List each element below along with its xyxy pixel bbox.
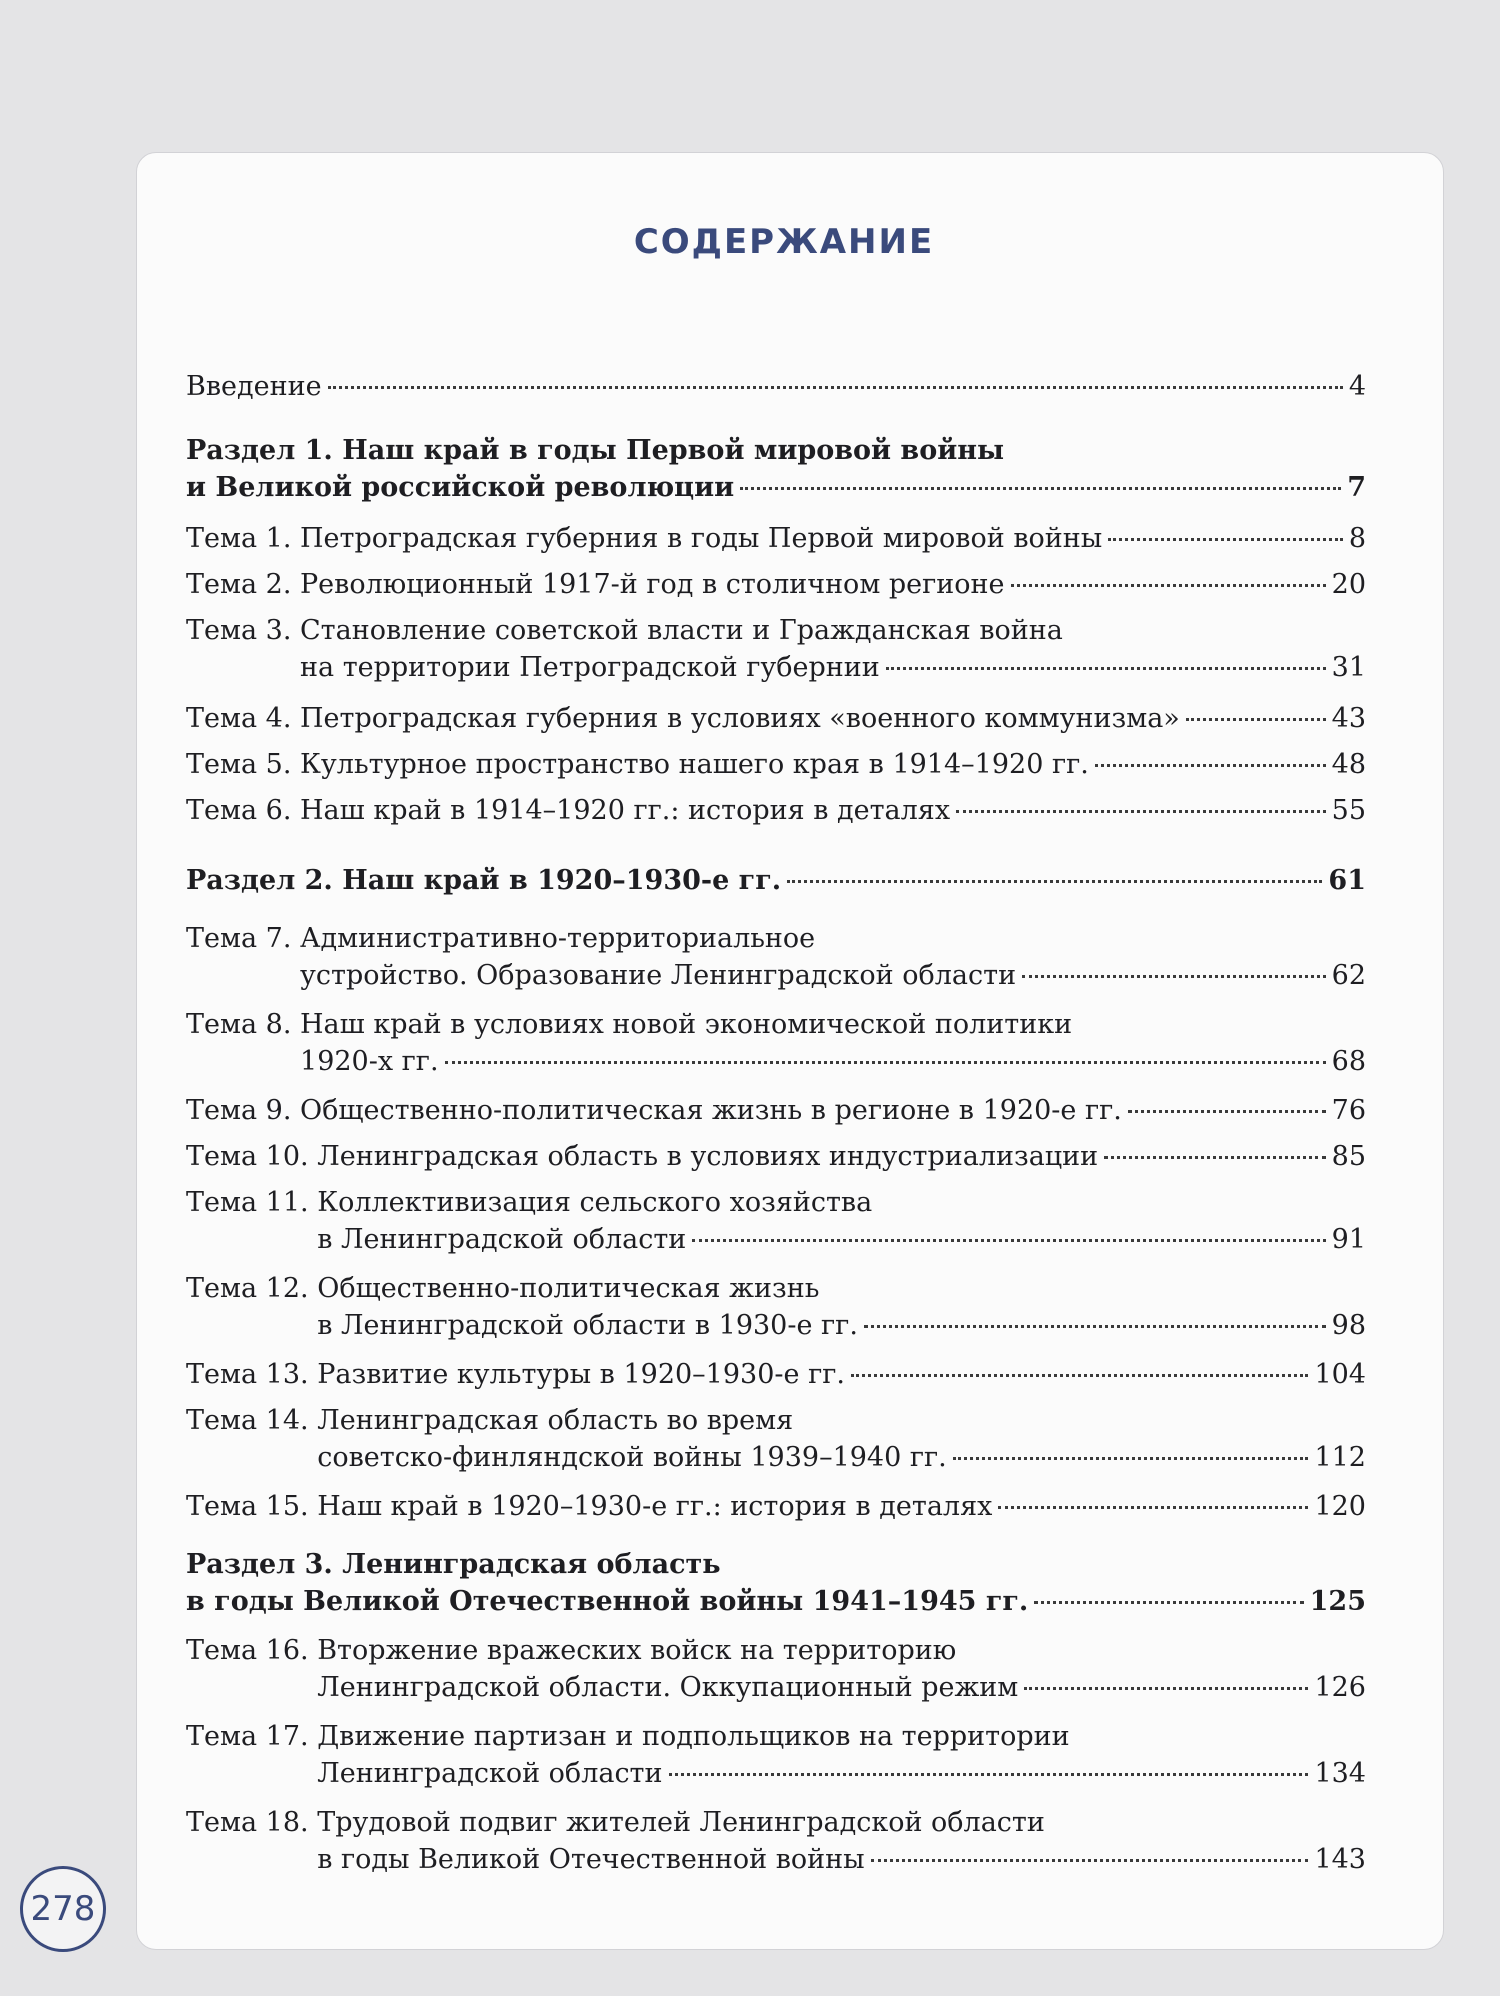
toc-line: [186, 1546, 1366, 1583]
toc-page-number: 8: [1348, 523, 1366, 554]
toc-title-text: Трудовой подвиг жителей Ленинградской области: [317, 1807, 1045, 1838]
toc-section: [186, 862, 1366, 899]
toc-page-number: 43: [1331, 703, 1366, 734]
toc-leader-dots: [1186, 718, 1326, 721]
toc-page-number: 125: [1309, 1586, 1366, 1617]
toc-page-number: 20: [1331, 569, 1366, 600]
toc-title-text: Наш край в 1914–1920 гг.: история в деталях: [300, 795, 951, 826]
toc-line: [186, 792, 1366, 829]
toc-line: [186, 862, 1366, 899]
toc-topic-number: Тема 18.: [186, 1807, 318, 1838]
toc-leader-dots: [998, 1506, 1308, 1509]
toc-title-text: в годы Великой Отечественной войны 1941–1945 гг.: [186, 1586, 1029, 1617]
toc-title-text: Наш край в 1920–1930-е гг.: история в деталях: [317, 1491, 993, 1522]
toc-leader-dots: [864, 1325, 1326, 1328]
toc-entry: [186, 1184, 1366, 1258]
toc-page-number: 48: [1331, 749, 1366, 780]
toc-topic-number: Тема 16.: [186, 1635, 318, 1666]
toc-page-number: 61: [1328, 865, 1366, 896]
toc-title-text: Культурное пространство нашего края в 1914–1920 гг.: [300, 749, 1089, 780]
toc-leader-dots: [740, 487, 1341, 490]
toc-line: [186, 1718, 1366, 1755]
toc-line: [186, 520, 1366, 557]
toc-topic-number: Тема 14.: [186, 1405, 318, 1436]
toc-leader-dots: [1108, 538, 1343, 541]
toc-topic-number: Тема 2.: [186, 569, 301, 600]
toc-topic-number: Тема 13.: [186, 1359, 318, 1390]
toc-leader-dots: [851, 1374, 1309, 1377]
toc-entry: [186, 1632, 1366, 1706]
toc-title-text: советско-финляндской войны 1939–1940 гг.: [317, 1442, 947, 1473]
toc-entry: [186, 700, 1366, 737]
toc-leader-dots: [1104, 1156, 1325, 1159]
toc-line: [186, 1755, 1366, 1792]
toc-title-text: в Ленинградской области: [317, 1224, 687, 1255]
toc-title-text: Ленинградская область в условиях индустриализации: [317, 1141, 1099, 1172]
toc-page-number: 62: [1331, 960, 1366, 991]
toc-line: [186, 1138, 1366, 1175]
toc-line: [186, 1006, 1366, 1043]
toc-entry: [186, 1092, 1366, 1129]
toc-entry: [186, 1356, 1366, 1393]
toc-title-text: Коллективизация сельского хозяйства: [317, 1187, 873, 1218]
toc-title-text: Общественно-политическая жизнь: [317, 1273, 820, 1304]
toc-title-text: Наш край в условиях новой экономической политики: [300, 1009, 1073, 1040]
toc-line: [186, 746, 1366, 783]
toc-line: [186, 1043, 1366, 1080]
page-number-badge: 278: [20, 1866, 106, 1952]
toc-line: [186, 920, 1366, 957]
toc-topic-number: Тема 3.: [186, 615, 301, 646]
toc-entry: [186, 920, 1366, 994]
toc-leader-dots: [669, 1773, 1309, 1776]
toc-line: [186, 1669, 1366, 1706]
toc-leader-dots: [1024, 1687, 1308, 1690]
toc-title-text: Петроградская губерния в условиях «военного коммунизма»: [300, 703, 1180, 734]
toc-topic-number: Тема 4.: [186, 703, 301, 734]
toc-line: [186, 1221, 1366, 1258]
toc-topic-number: Тема 6.: [186, 795, 301, 826]
toc-page-number: 104: [1314, 1359, 1366, 1390]
toc-leader-dots: [1095, 764, 1326, 767]
toc-line: [186, 1356, 1366, 1393]
toc-entry: [186, 566, 1366, 603]
toc-title-text: Введение: [186, 371, 322, 402]
toc-entry: [186, 792, 1366, 829]
toc-page-number: 68: [1331, 1046, 1366, 1077]
toc-line: [186, 368, 1366, 405]
toc-topic-number: Тема 1.: [186, 523, 301, 554]
toc-leader-dots: [328, 386, 1343, 389]
toc-title-text: в Ленинградской области в 1930-е гг.: [317, 1310, 858, 1341]
toc-entry: [186, 1006, 1366, 1080]
toc-page-number: 76: [1331, 1095, 1366, 1126]
toc-title-text: Административно-территориальное: [300, 923, 816, 954]
toc-section: [186, 432, 1366, 506]
toc-page-number: 91: [1331, 1224, 1366, 1255]
toc-topic-number: Тема 9.: [186, 1095, 301, 1126]
toc-entry: [186, 1270, 1366, 1344]
toc-title-text: и Великой российской революции: [186, 472, 735, 503]
toc-entry: [186, 1402, 1366, 1476]
toc-title-text: Раздел 2. Наш край в 1920–1930-е гг.: [186, 865, 782, 896]
toc-page-number: 98: [1331, 1310, 1366, 1341]
toc-line: [186, 700, 1366, 737]
toc-leader-dots: [1022, 975, 1326, 978]
toc-leader-dots: [1034, 1601, 1303, 1604]
toc-line: [186, 1402, 1366, 1439]
toc-line: [186, 957, 1366, 994]
toc-title-text: Общественно-политическая жизнь в регионе в 1920-е гг.: [300, 1095, 1122, 1126]
toc-page-number: 31: [1331, 652, 1366, 683]
toc-leader-dots: [1128, 1110, 1326, 1113]
toc-title-text: в годы Великой Отечественной войны: [317, 1844, 865, 1875]
toc-leader-dots: [692, 1239, 1325, 1242]
toc-title-text: Раздел 3. Ленинградская область: [186, 1549, 721, 1580]
toc-line: [186, 566, 1366, 603]
toc-topic-number: Тема 12.: [186, 1273, 318, 1304]
toc-title-text: Развитие культуры в 1920–1930-е гг.: [317, 1359, 845, 1390]
toc-title-text: Вторжение вражеских войск на территорию: [317, 1635, 957, 1666]
toc-title-text: Петроградская губерния в годы Первой мировой войны: [300, 523, 1103, 554]
toc-topic-number: Тема 10.: [186, 1141, 318, 1172]
toc-page-number: 4: [1348, 371, 1366, 402]
toc-line: [186, 1583, 1366, 1620]
toc-line: [186, 649, 1366, 686]
toc-leader-dots: [886, 667, 1326, 670]
toc-line: [186, 432, 1366, 469]
toc-title-text: Раздел 1. Наш край в годы Первой мировой войны: [186, 435, 1005, 466]
toc-page-number: 143: [1314, 1844, 1366, 1875]
toc-section: [186, 1546, 1366, 1620]
toc-title-text: на территории Петроградской губернии: [300, 652, 880, 683]
toc-title-text: Революционный 1917-й год в столичном регионе: [300, 569, 1005, 600]
toc-title-text: 1920-х гг.: [300, 1046, 439, 1077]
toc-line: [186, 1307, 1366, 1344]
toc-topic-number: Тема 8.: [186, 1009, 301, 1040]
toc-line: [186, 1270, 1366, 1307]
toc-title-text: Движение партизан и подпольщиков на территории: [317, 1721, 1070, 1752]
toc-entry: [186, 612, 1366, 686]
toc-line: [186, 1632, 1366, 1669]
toc-line: [186, 1488, 1366, 1525]
toc-entry: [186, 1718, 1366, 1792]
toc-line: [186, 1092, 1366, 1129]
toc-line: [186, 1841, 1366, 1878]
toc-entry: [186, 1804, 1366, 1878]
toc-entry: [186, 746, 1366, 783]
toc-title-text: Ленинградской области. Оккупационный режим: [317, 1672, 1019, 1703]
toc-topic-number: Тема 15.: [186, 1491, 318, 1522]
toc-page-number: 134: [1314, 1758, 1366, 1789]
toc-title-text: устройство. Образование Ленинградской области: [300, 960, 1017, 991]
toc-entry: [186, 520, 1366, 557]
toc-page-number: 120: [1314, 1491, 1366, 1522]
toc-topic-number: Тема 17.: [186, 1721, 318, 1752]
toc-title-text: Ленинградская область во время: [317, 1405, 794, 1436]
toc-leader-dots: [956, 810, 1326, 813]
toc-entry: [186, 1488, 1366, 1525]
toc-topic-number: Тема 7.: [186, 923, 301, 954]
toc-page-number: 7: [1347, 472, 1366, 503]
toc-leader-dots: [787, 880, 1322, 883]
toc-page-number: 85: [1331, 1141, 1366, 1172]
toc-line: [186, 1804, 1366, 1841]
toc-entry: [186, 368, 1366, 405]
toc-line: [186, 1439, 1366, 1476]
toc-leader-dots: [871, 1859, 1309, 1862]
toc-leader-dots: [1011, 584, 1326, 587]
toc-page-number: 126: [1314, 1672, 1366, 1703]
toc-page-number: 55: [1331, 795, 1366, 826]
toc-entry: [186, 1138, 1366, 1175]
toc-title-text: Ленинградской области: [317, 1758, 663, 1789]
toc-leader-dots: [445, 1061, 1326, 1064]
toc-page-number: 112: [1314, 1442, 1366, 1473]
toc-line: [186, 469, 1366, 506]
page-title: СОДЕРЖАНИЕ: [633, 222, 935, 262]
toc-topic-number: Тема 5.: [186, 749, 301, 780]
toc-topic-number: Тема 11.: [186, 1187, 318, 1218]
toc-leader-dots: [953, 1457, 1309, 1460]
toc-line: [186, 612, 1366, 649]
toc-line: [186, 1184, 1366, 1221]
toc-title-text: Становление советской власти и Гражданская война: [300, 615, 1063, 646]
